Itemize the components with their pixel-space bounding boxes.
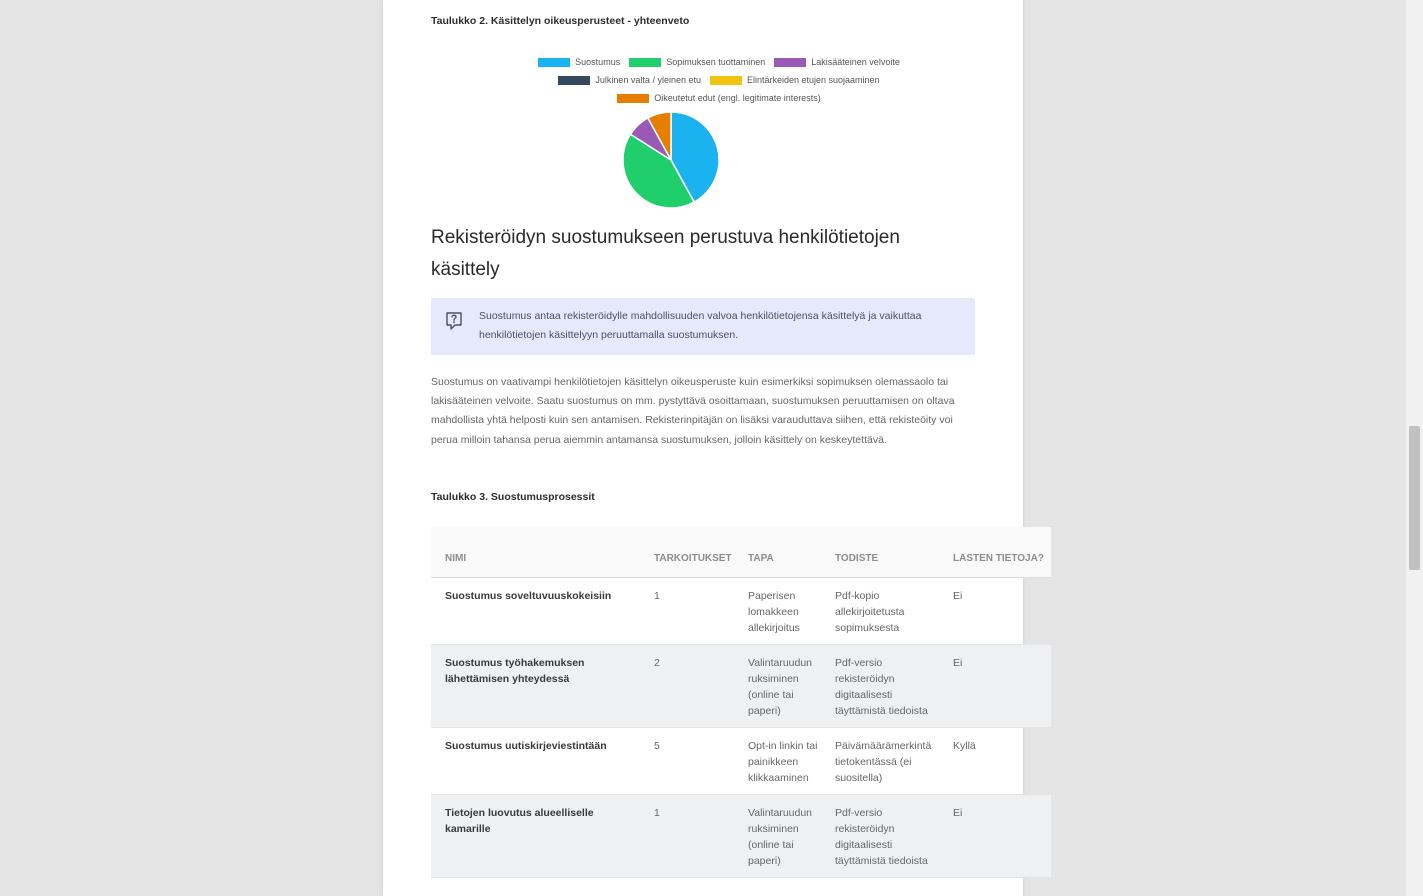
cell-purposes: 1 bbox=[648, 578, 744, 645]
chart-legend-row bbox=[431, 75, 1007, 85]
column-header-proof[interactable]: TODISTE bbox=[829, 527, 947, 578]
chart-legend-row bbox=[431, 93, 1007, 103]
legend-item bbox=[710, 75, 880, 85]
table-row bbox=[431, 728, 1051, 795]
cell-name: Suostumus soveltuvuuskokeisiin bbox=[431, 578, 648, 645]
cell-proof: Pdf-versio rekisteröidyn digitaalisesti täyttämistä tiedoista bbox=[829, 645, 947, 728]
legend-label: Julkinen valta / yleinen etu bbox=[595, 75, 701, 85]
table-row bbox=[431, 645, 1051, 728]
legend-swatch bbox=[774, 58, 806, 67]
cell-proof: Päivämäärämerkintä tietokentässä (ei suositella) bbox=[829, 728, 947, 795]
legend-label: Suostumus bbox=[575, 57, 621, 67]
body-paragraph: Suostumus on vaativampi henkilötietojen käsittelyn oikeusperuste kuin esimerkiksi sopimuksen olemassaolo tai lakisääteinen velvoite. Saatu suostumus on mm. pystyttävä osoittamaan, suostumuksen peruuttamisen on oltava mahdollista yhtä helposti kuin sen antamisen. Rekisterinpitäjän on lisäksi varauduttava siihen, että rekisteöity voi perua milloin tahansa perua aiemmin antamansa suostumuksen, jolloin käsittely on keskeytettävä. bbox=[431, 376, 955, 446]
legend-swatch bbox=[710, 76, 742, 85]
info-text: Suostumus antaa rekisteröidylle mahdollisuuden valvoa henkilötietojensa käsittelyä ja vaikuttaa henkilötietojen käsittelyyn peruuttamalla suostumuksen. bbox=[479, 310, 922, 341]
cell-children: Ei bbox=[947, 645, 1051, 728]
legend-item bbox=[538, 57, 620, 67]
table-row bbox=[431, 578, 1051, 645]
pie-chart bbox=[621, 111, 721, 211]
legend-item bbox=[617, 93, 821, 103]
cell-proof: Pdf-kopio allekirjoitetusta sopimuksesta bbox=[829, 578, 947, 645]
cell-children: Ei bbox=[947, 578, 1051, 645]
help-comment-icon bbox=[445, 311, 463, 336]
table3-caption: Taulukko 3. Suostumusprosessit bbox=[431, 491, 595, 503]
cell-purposes: 2 bbox=[648, 645, 744, 728]
legend-item bbox=[558, 75, 701, 85]
legend-swatch bbox=[617, 94, 649, 103]
column-header-purposes[interactable]: TARKOITUKSET bbox=[648, 527, 744, 578]
cell-method: Opt-in linkin tai painikkeen klikkaaminen bbox=[744, 728, 829, 795]
legend-swatch bbox=[558, 76, 590, 85]
legend-swatch bbox=[538, 58, 570, 67]
legend-item bbox=[774, 57, 900, 67]
cell-children: Kyllä bbox=[947, 728, 1051, 795]
consent-table-wrapper bbox=[431, 527, 1044, 878]
info-callout bbox=[431, 298, 975, 355]
cell-name: Suostumus uutiskirjeviestintään bbox=[431, 728, 648, 795]
cell-proof: Pdf-versio rekisteröidyn digitaalisesti täyttämistä tiedoista bbox=[829, 795, 947, 878]
document-page bbox=[383, 0, 1044, 896]
column-header-method[interactable]: TAPA bbox=[744, 527, 829, 578]
cell-name: Tietojen luovutus alueelliselle kamarille bbox=[431, 795, 648, 878]
table2-caption: Taulukko 2. Käsittelyn oikeusperusteet - yhteenveto bbox=[431, 15, 690, 27]
cell-name: Suostumus työhakemuksen lähettämisen yhteydessä bbox=[431, 645, 648, 728]
legend-label: Sopimuksen tuottaminen bbox=[666, 57, 766, 67]
cell-method: Valintaruudun ruksiminen (online tai paperi) bbox=[744, 645, 829, 728]
scrollbar-thumb[interactable] bbox=[1409, 426, 1420, 570]
cell-children: Ei bbox=[947, 795, 1051, 878]
column-header-name[interactable]: NIMI bbox=[431, 527, 648, 578]
legend-swatch bbox=[629, 58, 661, 67]
cell-method: Paperisen lomakkeen allekirjoitus bbox=[744, 578, 829, 645]
column-header-children[interactable]: LASTEN TIETOJA? bbox=[947, 527, 1051, 578]
table-row bbox=[431, 795, 1051, 878]
cell-purposes: 1 bbox=[648, 795, 744, 878]
legend-label: Elintärkeiden etujen suojaaminen bbox=[746, 75, 880, 85]
cell-method: Valintaruudun ruksiminen (online tai paperi) bbox=[744, 795, 829, 878]
table-header-row bbox=[431, 527, 1051, 578]
vertical-scrollbar[interactable] bbox=[1406, 0, 1423, 896]
cell-purposes: 5 bbox=[648, 728, 744, 795]
legend-item bbox=[629, 57, 765, 67]
consent-process-table bbox=[431, 527, 1051, 878]
legend-label: Lakisääteinen velvoite bbox=[811, 57, 900, 67]
section-heading: Rekisteröidyn suostumukseen perustuva henkilötietojen käsittely bbox=[431, 227, 900, 280]
chart-legend-row bbox=[431, 57, 1007, 67]
legend-label: Oikeutetut edut (engl. legitimate interests) bbox=[654, 93, 821, 103]
